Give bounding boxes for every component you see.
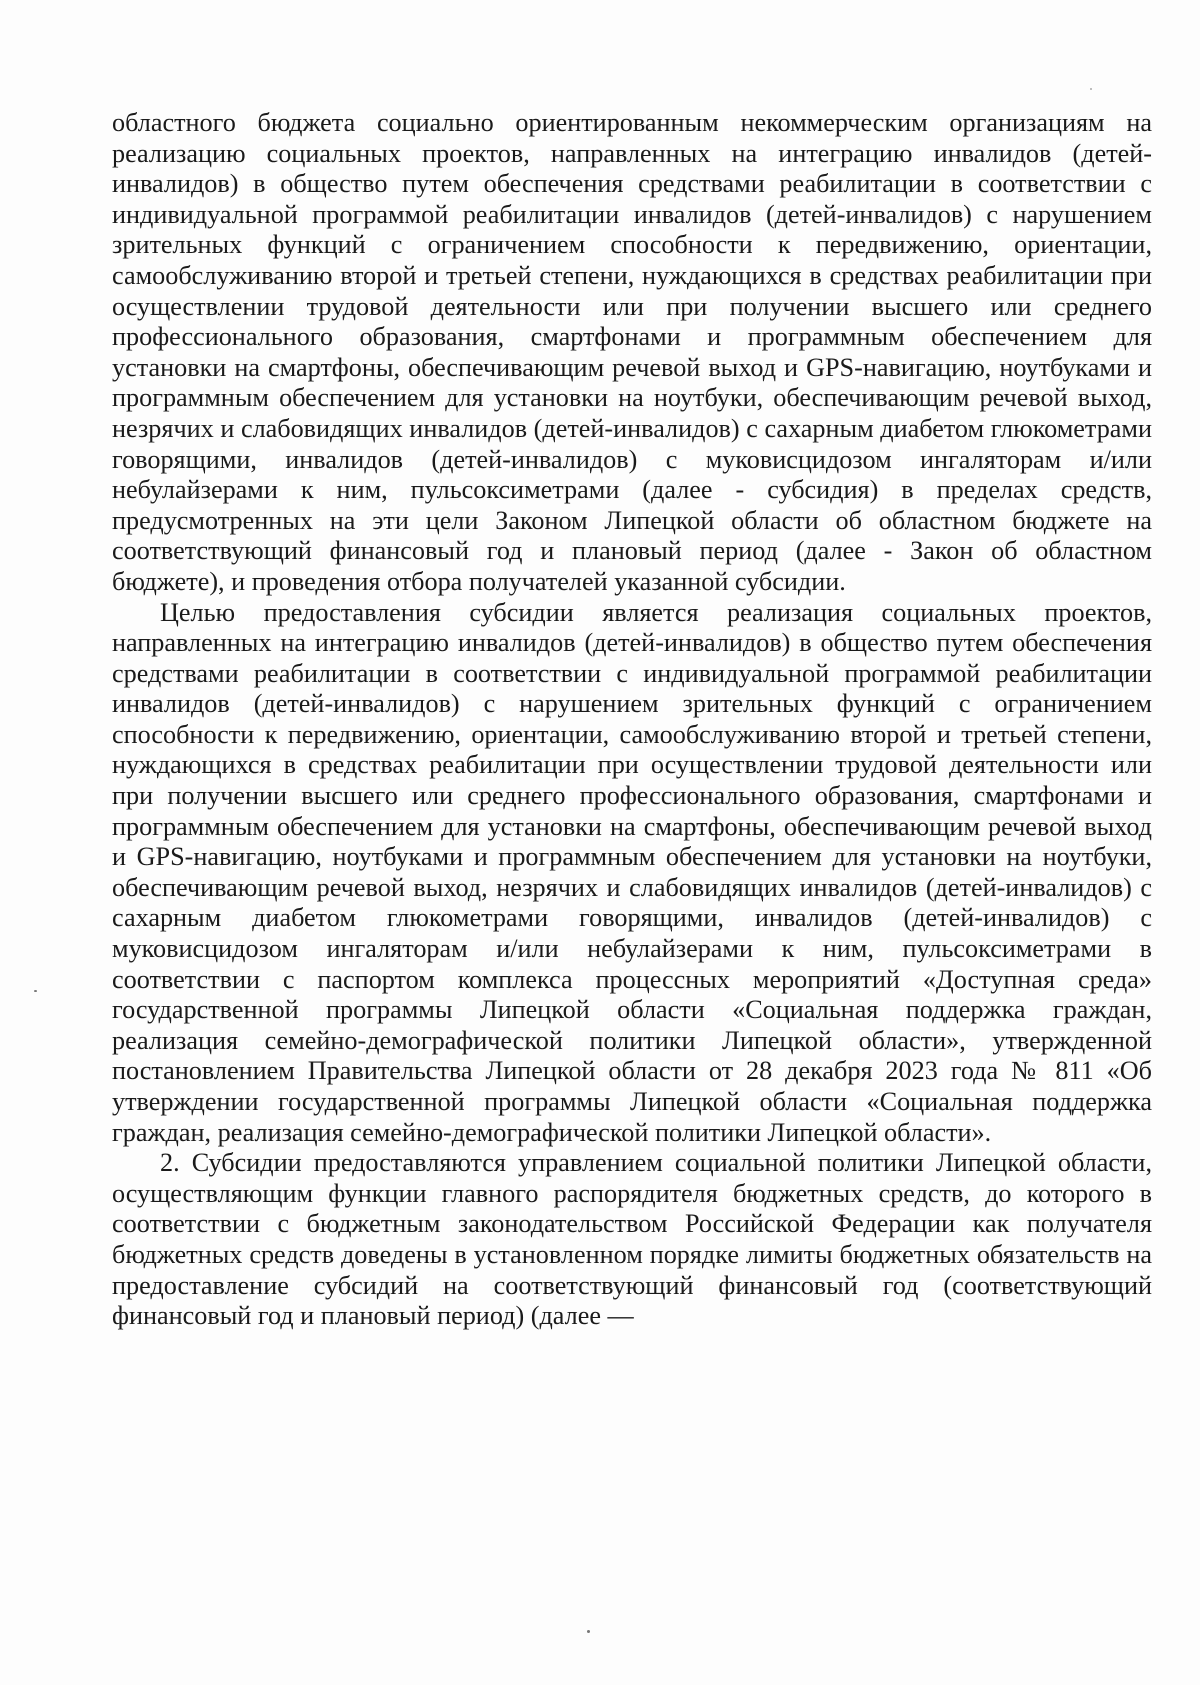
document-body	[112, 108, 1152, 1332]
paragraph-item-2: 2. Субсидии предоставляются управлением социальной политики Липецкой области, осуществляющим функции главного распорядителя бюджетных средств, до которого в соответствии с бюджетным законодательством Российской Федерации как получателя бюджетных средств доведены в установленном порядке лимиты бюджетных обязательств на предоставление субсидий на соответствующий финансовый год (соответствующий финансовый год и плановый период) (далее —	[112, 1148, 1152, 1331]
paragraph-purpose: Целью предоставления субсидии является реализация социальных проектов, направленных на интеграцию инвалидов (детей-инвалидов) в общество путем обеспечения средствами реабилитации в соответствии с индивидуальной программой реабилитации инвалидов (детей-инвалидов) с нарушением зрительных функций с ограничением способности к передвижению, ориентации, самообслуживанию второй и третьей степени, нуждающихся в средствах реабилитации при осуществлении трудовой деятельности или при получении высшего или среднего профессионального образования, смартфонами и программным обеспечением для установки на смартфоны, обеспечивающим речевой выход и GPS-навигацию, ноутбуками и программным обеспечением для установки на ноутбуки, обеспечивающим речевой выход, незрячих и слабовидящих инвалидов (детей-инвалидов) с сахарным диабетом глюкометрами говорящими, инвалидов (детей-инвалидов) с муковисцидозом ингаляторам и/или небулайзерами к ним, пульсоксиметрами в соответствии с паспортом комплекса процессных мероприятий «Доступная среда» государственной программы Липецкой области «Социальная поддержка граждан, реализация семейно-демографической политики Липецкой области», утвержденной постановлением Правительства Липецкой области от 28 декабря 2023 года № 811 «Об утверждении государственной программы Липецкой области «Социальная поддержка граждан, реализация семейно-демографической политики Липецкой области».	[112, 597, 1152, 1147]
scan-speck	[1090, 88, 1092, 90]
scan-speck	[587, 1630, 590, 1633]
paragraph-continuation: областного бюджета социально ориентированным некоммерческим организациям на реализацию социальных проектов, направленных на интеграцию инвалидов (детей-инвалидов) в общество путем обеспечения средствами реабилитации в соответствии с индивидуальной программой реабилитации инвалидов (детей-инвалидов) с нарушением зрительных функций с ограничением способности к передвижению, ориентации, самообслуживанию второй и третьей степени, нуждающихся в средствах реабилитации при осуществлении трудовой деятельности или при получении высшего или среднего профессионального образования, смартфонами и программным обеспечением для установки на смартфоны, обеспечивающим речевой выход и GPS-навигацию, ноутбуками и программным обеспечением для установки на ноутбуки, обеспечивающим речевой выход, незрячих и слабовидящих инвалидов (детей-инвалидов) с сахарным диабетом глюкометрами говорящими, инвалидов (детей-инвалидов) с муковисцидозом ингаляторам и/или небулайзерами к ним, пульсоксиметрами (далее - субсидия) в пределах средств, предусмотренных на эти цели Законом Липецкой области об областном бюджете на соответствующий финансовый год и плановый период (далее - Закон об областном бюджете), и проведения отбора получателей указанной субсидии.	[112, 108, 1152, 596]
scan-speck	[34, 990, 37, 992]
